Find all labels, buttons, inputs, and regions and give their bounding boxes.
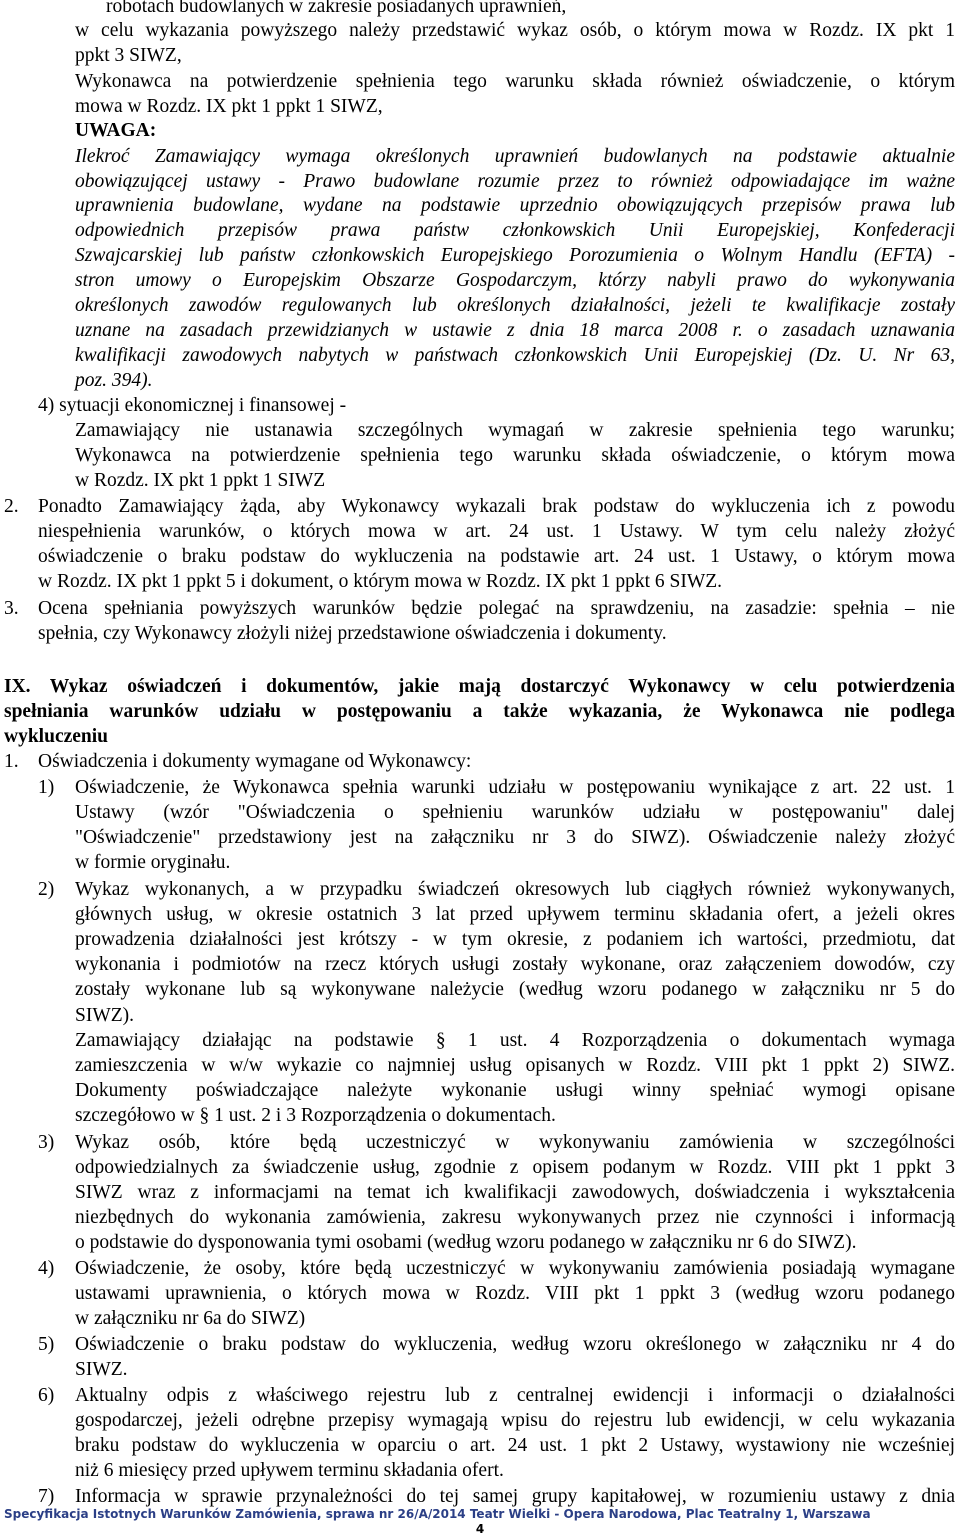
text-line: niespełnienia warunków, o których mowa w art. 24 ust. 1 Ustawy. W tym celu należy złożyć [38, 521, 955, 542]
text-line: Wykaz wykonanych, a w przypadku świadczeń okresowych lub ciągłych również wykonywanych, [75, 879, 955, 900]
page-number: 4 [475, 1522, 485, 1536]
text-line: ustawami uprawnienia, o których mowa w Rozdz. VIII pkt 1 ppkt 3 (według wzoru podanego [75, 1283, 955, 1304]
list-number: 5) [38, 1334, 55, 1355]
text-line-italic: stron umowy o Europejskim Obszarze Gospodarczym, którzy nabyli prawo do wykonywania [75, 270, 955, 291]
text-line-italic: kwalifikacji zawodowych nabytych w państwach członkowskich Unii Europejskiej (Dz. U. Nr 63, [75, 345, 955, 366]
text-line: "Oświadczenie" przedstawiony jest na załączniku nr 3 do SIWZ). Oświadczenie należy złożyć [75, 827, 955, 848]
text-line-italic: uznane na zasadach przewidzianych w ustawie z dnia 18 marca 2008 r. o zasadach uznawania [75, 320, 955, 341]
text-line: Dokumenty poświadczające należyte wykonanie usługi winny spełniać wymogi opisane [75, 1080, 955, 1101]
list-number: 4) [38, 1258, 55, 1279]
text-line: w celu wykazania powyższego należy przedstawić wykaz osób, o którym mowa w Rozdz. IX pkt 1 [75, 20, 955, 41]
list-number: 1. [4, 751, 19, 772]
list-number: 3) [38, 1132, 55, 1153]
text-line: robotach budowlanych w zakresie posiadanych uprawnień, [106, 0, 567, 17]
text-line: w Rozdz. IX pkt 1 ppkt 5 i dokument, o którym mowa w Rozdz. IX pkt 1 ppkt 6 SIWZ. [38, 571, 723, 592]
text-line: Wykonawca na potwierdzenie spełnienia tego warunku składa również oświadczenie, o którym [75, 71, 955, 92]
text-line: Wykaz osób, które będą uczestniczyć w wykonywaniu zamówienia w szczególności [75, 1132, 955, 1153]
list-number: 2) [38, 879, 55, 900]
text-line: oświadczenie o braku podstaw do wykluczenia na podstawie art. 24 ust. 1 Ustawy, o którym mowa [38, 546, 955, 567]
text-line-italic: odpowiednich przepisów prawa państw członkowskich Unii Europejskiej, Konfederacji [75, 220, 955, 241]
text-line: prowadzenia działalności jest krótszy - w tym okresie, z podaniem ich wartości, przedmiotu, dat [75, 929, 955, 950]
text-line: głównych usług, w okresie ostatnich 3 lat przed upływem terminu składania ofert, a jeżeli okres [75, 904, 955, 925]
text-line-italic: obowiązującej ustawy - Prawo budowlane rozumie przez to również odpowiadające im ważne [75, 171, 955, 192]
text-line-italic: określonych zawodów regulowanych lub określonych działalności, jeżeli te kwalifikacje zostały [75, 295, 955, 316]
text-line: braku podstaw do wykluczenia w oparciu o art. 24 ust. 1 pkt 2 Ustawy, wystawiony nie wcześniej [75, 1435, 955, 1456]
section-heading: wykluczeniu [4, 726, 109, 747]
text-line: w załączniku nr 6a do SIWZ) [75, 1308, 306, 1329]
text-line: Zamawiający nie ustanawia szczególnych wymagań w zakresie spełnienia tego warunku; [75, 420, 955, 441]
list-item-heading: 4) sytuacji ekonomicznej i finansowej - [38, 395, 347, 416]
text-line: Zamawiający działając na podstawie § 1 ust. 4 Rozporządzenia o dokumentach wymaga [75, 1030, 955, 1051]
text-line: zostały wykonane lub są wykonywane należycie (według wzoru podanego w załączniku nr 5 do [75, 979, 955, 1000]
text-line: odpowiedzialnych za świadczenie usług, zgodnie z opisem podanym w Rozdz. VIII pkt 1 ppkt 3 [75, 1157, 955, 1178]
list-number: 6) [38, 1385, 55, 1406]
text-line: Aktualny odpis z właściwego rejestru lub z centralnej ewidencji i informacji o działalności [75, 1385, 955, 1406]
text-line: SIWZ. [75, 1359, 128, 1380]
text-line: Ocena spełniania powyższych warunków będzie polegać na sprawdzeniu, na zasadzie: spełnia – nie [38, 598, 955, 619]
text-line: spełnia, czy Wykonawcy złożyli niżej przedstawione oświadczenia i dokumenty. [38, 623, 667, 644]
text-line: Wykonawca na potwierdzenie spełnienia tego warunku składa oświadczenie, o którym mowa [75, 445, 955, 466]
text-line-italic: poz. 394). [75, 370, 153, 391]
text-line: ppkt 3 SIWZ, [75, 45, 182, 66]
page-footer: Specyfikacja Istotnych Warunków Zamówienia, sprawa nr 26/A/2014 Teatr Wielki - Opera Narodowa, Plac Teatralny 1, Warszawa [4, 1507, 871, 1521]
text-line: Ustawy (wzór "Oświadczenia o spełnieniu warunków udziału w postępowaniu" dalej [75, 802, 955, 823]
section-heading: IX. Wykaz oświadczeń i dokumentów, jakie mają dostarczyć Wykonawcy w celu potwierdzenia [4, 676, 955, 697]
text-line: w formie oryginału. [75, 852, 231, 873]
list-number: 1) [38, 777, 55, 798]
text-line: Oświadczenie o braku podstaw do wykluczenia, według wzoru określonego w załączniku nr 4 do [75, 1334, 955, 1355]
text-line: szczegółowo w § 1 ust. 2 i 3 Rozporządzenia o dokumentach. [75, 1105, 556, 1126]
text-line: mowa w Rozdz. IX pkt 1 ppkt 1 SIWZ, [75, 96, 383, 117]
note-heading: UWAGA: [75, 120, 157, 141]
text-line: niezbędnych do wykonania zamówienia, zakresu wykonywanych przez nie czynności i informacją [75, 1207, 955, 1228]
text-line: niż 6 miesięcy przed upływem terminu składania ofert. [75, 1460, 504, 1481]
text-line-italic: uprawnienia budowlane, wydane na podstawie uprzednio obowiązujących przepisów prawa lub [75, 195, 955, 216]
text-line: wykonania i podmiotów na rzecz których usługi zostały wykonane, oraz załączeniem dowodów, czy [75, 954, 955, 975]
text-line: zamieszczenia w w/w wykazie co najmniej usług opisanych w Rozdz. VIII pkt 1 ppkt 2) SIWZ. [75, 1055, 955, 1076]
text-line: Oświadczenie, że osoby, które będą uczestniczyć w wykonywaniu zamówienia posiadają wymagane [75, 1258, 955, 1279]
text-line: SIWZ). [75, 1005, 135, 1026]
text-line-italic: Ilekroć Zamawiający wymaga określonych uprawnień budowlanych na podstawie aktualnie [75, 146, 955, 167]
text-line: w Rozdz. IX pkt 1 ppkt 1 SIWZ [75, 470, 326, 491]
section-heading: spełniania warunków udziału w postępowaniu a także wykazania, że Wykonawca nie podlega [4, 701, 955, 722]
list-number: 2. [4, 496, 19, 517]
text-line: gospodarczej, jeżeli odrębne przepisy wymagają wpisu do rejestru lub ewidencji, w celu wykazania [75, 1410, 955, 1431]
text-line: Oświadczenia i dokumenty wymagane od Wykonawcy: [38, 751, 472, 772]
text-line: Ponadto Zamawiający żąda, aby Wykonawcy wykazali brak podstaw do wykluczenia ich z powodu [38, 496, 955, 517]
text-line: Informacja w sprawie przynależności do tej samej grupy kapitałowej, w rozumieniu ustawy z dnia [75, 1486, 955, 1507]
text-line-italic: Szwajcarskiej lub państw członkowskich Europejskiego Porozumienia o Wolnym Handlu (EFTA) - [75, 245, 955, 266]
text-line: SIWZ wraz z informacjami na temat ich kwalifikacji zawodowych, doświadczenia i wykształcenia [75, 1182, 955, 1203]
text-line: Oświadczenie, że Wykonawca spełnia warunki udziału w postępowaniu wynikające z art. 22 ust. 1 [75, 777, 955, 798]
text-line: o podstawie do dysponowania tymi osobami (według wzoru podanego w załączniku nr 6 do SIWZ). [75, 1232, 857, 1253]
list-number: 3. [4, 598, 19, 619]
list-number: 7) [38, 1486, 55, 1507]
